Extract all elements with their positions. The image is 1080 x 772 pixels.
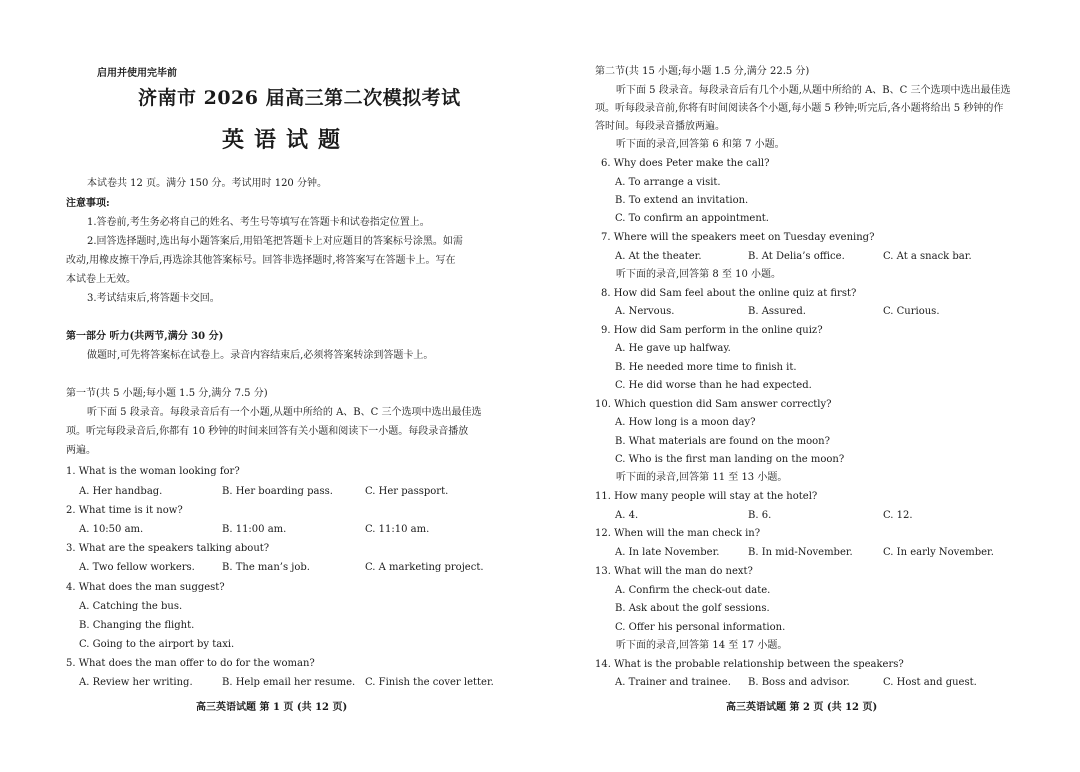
section2-desc-line-1: 听下面 5 段录音。每段录音后有几个小题,从题中所给的 A、B、C 三个选项中选出最佳选	[616, 85, 1011, 96]
question-1-stem: 1. What is the woman looking for?	[66, 466, 240, 477]
question-4-stem: 4. What does the man suggest?	[66, 582, 225, 593]
question-3-stem: 3. What are the speakers talking about?	[66, 543, 270, 554]
question-6-option-b: B. To extend an invitation.	[615, 195, 749, 206]
audio-instruction-11: 听下面的录音,回答第 11 至 13 小题。	[616, 472, 788, 483]
question-2-option-c: C. 11:10 am.	[365, 524, 430, 535]
section2-heading: 第二节(共 15 小题;每小题 1.5 分,满分 22.5 分)	[595, 66, 810, 77]
question-9-option-a: A. He gave up halfway.	[615, 343, 731, 354]
page-footer: 高三英语试题 第 1 页 (共 12 页)	[196, 702, 348, 713]
question-2-stem: 2. What time is it now?	[66, 505, 183, 516]
question-3-option-c: C. A marketing project.	[365, 562, 484, 573]
question-9-option-b: B. He needed more time to finish it.	[615, 362, 797, 373]
intro-text: 本试卷共 12 页。满分 150 分。考试用时 120 分钟。	[87, 178, 327, 189]
notice-item-2-line-1: 2.回答选择题时,选出每小题答案后,用铅笔把答题卡上对应题目的答案标号涂黑。如需	[87, 236, 463, 247]
question-2-option-a: A. 10:50 am.	[79, 524, 144, 535]
exam-title: 济南市 2026 届高三第二次模拟考试	[138, 87, 461, 109]
question-9-stem: 9. How did Sam perform in the online quiz?	[601, 325, 823, 336]
audio-instruction-8: 听下面的录音,回答第 8 至 10 小题。	[616, 269, 781, 280]
question-7-option-c: C. At a snack bar.	[883, 251, 972, 262]
question-9-option-c: C. He did worse than he had expected.	[615, 380, 812, 391]
question-4-option-b: B. Changing the flight.	[79, 620, 195, 631]
question-11-option-c: C. 12.	[883, 510, 913, 521]
section1-desc-line-3: 两遍。	[66, 445, 96, 456]
subject-title: 英语试题	[222, 127, 351, 153]
question-5-option-c: C. Finish the cover letter.	[365, 677, 494, 688]
question-6-option-a: A. To arrange a visit.	[615, 177, 721, 188]
page-footer: 高三英语试题 第 2 页 (共 12 页)	[726, 702, 878, 713]
question-4-option-a: A. Catching the bus.	[79, 601, 183, 612]
question-6-stem: 6. Why does Peter make the call?	[601, 158, 770, 169]
question-14-option-c: C. Host and guest.	[883, 677, 977, 688]
question-10-option-a: A. How long is a moon day?	[615, 417, 756, 428]
question-6-option-c: C. To confirm an appointment.	[615, 213, 769, 224]
question-3-option-b: B. The man’s job.	[222, 562, 310, 573]
question-1-option-a: A. Her handbag.	[79, 486, 163, 497]
notice-item-2-line-2: 改动,用橡皮擦干净后,再选涂其他答案标号。回答非选择题时,将答案写在答题卡上。写在	[66, 255, 456, 266]
question-5-stem: 5. What does the man offer to do for the woman?	[66, 658, 315, 669]
question-12-option-a: A. In late November.	[615, 547, 720, 558]
section2-desc-line-2: 项。听每段录音前,你将有时间阅读各个小题,每小题 5 秒钟;听完后,各小题将给出 5 秒钟的作	[595, 103, 1004, 114]
notice-heading: 注意事项:	[66, 198, 110, 209]
question-8-option-b: B. Assured.	[748, 306, 806, 317]
question-10-stem: 10. Which question did Sam answer correctly?	[595, 399, 832, 410]
notice-item-1: 1.答卷前,考生务必将自己的姓名、考生号等填写在答题卡和试卷指定位置上。	[87, 217, 430, 228]
question-8-stem: 8. How did Sam feel about the online quiz at first?	[601, 288, 857, 299]
section2-desc-line-3: 答时间。每段录音播放两遍。	[595, 121, 725, 132]
question-4-option-c: C. Going to the airport by taxi.	[79, 639, 235, 650]
confidential-mark: 启用并使用完毕前	[97, 68, 177, 79]
part1-description: 做题时,可先将答案标在试卷上。录音内容结束后,必须将答案转涂到答题卡上。	[87, 350, 434, 361]
question-13-option-a: A. Confirm the check-out date.	[615, 585, 771, 596]
question-7-option-a: A. At the theater.	[615, 251, 702, 262]
audio-instruction-6: 听下面的录音,回答第 6 和第 7 小题。	[616, 139, 785, 150]
question-14-option-a: A. Trainer and trainee.	[615, 677, 731, 688]
question-14-stem: 14. What is the probable relationship between the speakers?	[595, 659, 904, 670]
section1-desc-line-1: 听下面 5 段录音。每段录音后有一个小题,从题中所给的 A、B、C 三个选项中选出最佳选	[87, 407, 482, 418]
notice-item-2-line-3: 本试卷上无效。	[66, 274, 136, 285]
question-12-option-c: C. In early November.	[883, 547, 994, 558]
notice-item-3: 3.考试结束后,将答题卡交回。	[87, 293, 220, 304]
question-5-option-b: B. Help email her resume.	[222, 677, 356, 688]
question-12-stem: 12. When will the man check in?	[595, 528, 761, 539]
question-7-stem: 7. Where will the speakers meet on Tuesday evening?	[601, 232, 875, 243]
section1-heading: 第一节(共 5 小题;每小题 1.5 分,满分 7.5 分)	[66, 388, 268, 399]
part1-heading: 第一部分 听力(共两节,满分 30 分)	[66, 331, 224, 342]
question-11-option-b: B. 6.	[748, 510, 772, 521]
question-2-option-b: B. 11:00 am.	[222, 524, 287, 535]
question-5-option-a: A. Review her writing.	[79, 677, 193, 688]
question-8-option-c: C. Curious.	[883, 306, 940, 317]
question-1-option-b: B. Her boarding pass.	[222, 486, 333, 497]
question-1-option-c: C. Her passport.	[365, 486, 449, 497]
question-12-option-b: B. In mid-November.	[748, 547, 853, 558]
question-3-option-a: A. Two fellow workers.	[79, 562, 195, 573]
question-11-option-a: A. 4.	[615, 510, 639, 521]
section1-desc-line-2: 项。听完每段录音后,你都有 10 秒钟的时间来回答有关小题和阅读下一小题。每段录音播放	[66, 426, 469, 437]
right-page	[540, 0, 1080, 772]
question-10-option-c: C. Who is the first man landing on the moon?	[615, 454, 845, 465]
question-13-option-c: C. Offer his personal information.	[615, 622, 786, 633]
question-13-stem: 13. What will the man do next?	[595, 566, 753, 577]
audio-instruction-14: 听下面的录音,回答第 14 至 17 小题。	[616, 640, 788, 651]
question-10-option-b: B. What materials are found on the moon?	[615, 436, 830, 447]
question-11-stem: 11. How many people will stay at the hotel?	[595, 491, 818, 502]
question-7-option-b: B. At Delia’s office.	[748, 251, 845, 262]
question-8-option-a: A. Nervous.	[615, 306, 675, 317]
question-14-option-b: B. Boss and advisor.	[748, 677, 850, 688]
question-13-option-b: B. Ask about the golf sessions.	[615, 603, 770, 614]
